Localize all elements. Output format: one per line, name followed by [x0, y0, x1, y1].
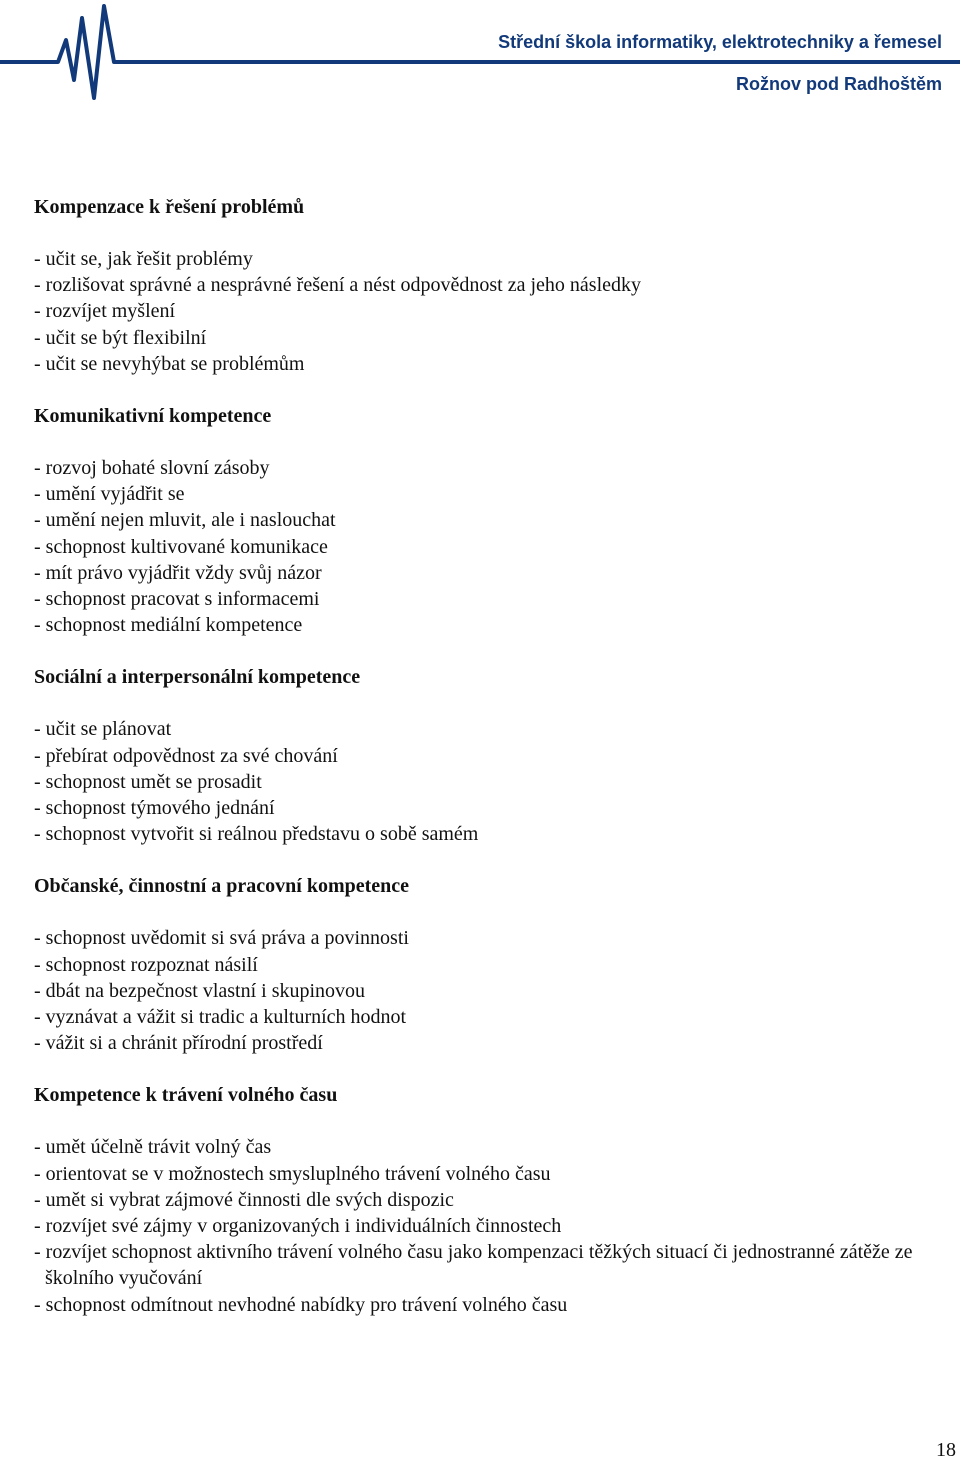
item-list: [34, 246, 934, 377]
list-item: - rozvíjet myšlení: [34, 300, 176, 323]
section-problem-solving: [34, 194, 934, 377]
school-name: Střední škola informatiky, elektrotechniky a řemesel: [498, 32, 942, 52]
list-item: - schopnost týmového jednání: [34, 797, 275, 820]
list-item: - učit se být flexibilní: [34, 326, 207, 349]
section-communication: [34, 403, 934, 638]
list-item: - umět účelně trávit volný čas: [34, 1136, 272, 1159]
section-heading: Kompetence k trávení volného času: [34, 1084, 338, 1107]
list-item: - schopnost pracovat s informacemi: [34, 588, 320, 611]
list-item: - schopnost vytvořit si reálnou představu o sobě samém: [34, 823, 479, 846]
item-list: [34, 925, 934, 1056]
section-social: [34, 664, 934, 847]
school-town: Rožnov pod Radhoštěm: [736, 74, 942, 94]
list-item: - dbát na bezpečnost vlastní i skupinovou: [34, 979, 366, 1002]
list-item: - vyznávat a vážit si tradic a kulturních hodnot: [34, 1006, 407, 1029]
list-item: - učit se nevyhýbat se problémům: [34, 352, 305, 375]
page-number: 18: [936, 1439, 956, 1461]
list-item: - umění vyjádřit se: [34, 483, 185, 506]
section-heading: Komunikativní kompetence: [34, 405, 272, 428]
list-item: - rozvoj bohaté slovní zásoby: [34, 457, 270, 480]
list-item: - schopnost umět se prosadit: [34, 770, 262, 793]
list-item: - orientovat se v možnostech smysluplného trávení volného času: [34, 1162, 551, 1185]
list-item: - schopnost odmítnout nevhodné nabídky pro trávení volného času: [34, 1293, 568, 1316]
list-item: - mít právo vyjádřit vždy svůj názor: [34, 561, 322, 584]
item-list: [34, 455, 934, 638]
list-item: - schopnost rozpoznat násilí: [34, 953, 258, 976]
section-heading: Občanské, činnostní a pracovní kompetence: [34, 875, 410, 898]
section-heading: Sociální a interpersonální kompetence: [34, 666, 361, 689]
section-leisure: [34, 1082, 934, 1317]
list-item: - učit se, jak řešit problémy: [34, 248, 253, 270]
page-header: [0, 0, 960, 110]
list-item: - rozlišovat správné a nesprávné řešení a nést odpovědnost za jeho následky: [34, 274, 642, 297]
list-item: - umět si vybrat zájmové činnosti dle svých dispozic: [34, 1188, 454, 1211]
item-list: [34, 1134, 934, 1317]
list-item: - schopnost kultivované komunikace: [34, 535, 328, 558]
list-item: - vážit si a chránit přírodní prostředí: [34, 1032, 323, 1055]
list-item: - přebírat odpovědnost za své chování: [34, 744, 338, 767]
list-item: - rozvíjet své zájmy v organizovaných i individuálních činnostech: [34, 1215, 562, 1238]
list-item: - umění nejen mluvit, ale i naslouchat: [34, 509, 336, 532]
item-list: [34, 716, 934, 847]
list-item: - schopnost uvědomit si svá práva a povinnosti: [34, 927, 409, 950]
list-item: - rozvíjet schopnost aktivního trávení volného času jako kompenzaci těžkých situací či jednostranné zátěže ze školního vyučování: [34, 1241, 913, 1290]
list-item: - schopnost mediální kompetence: [34, 614, 303, 637]
section-heading: Kompenzace k řešení problémů: [34, 196, 305, 218]
list-item: - učit se plánovat: [34, 718, 172, 741]
document-body: [34, 194, 934, 1344]
section-civic: [34, 873, 934, 1056]
